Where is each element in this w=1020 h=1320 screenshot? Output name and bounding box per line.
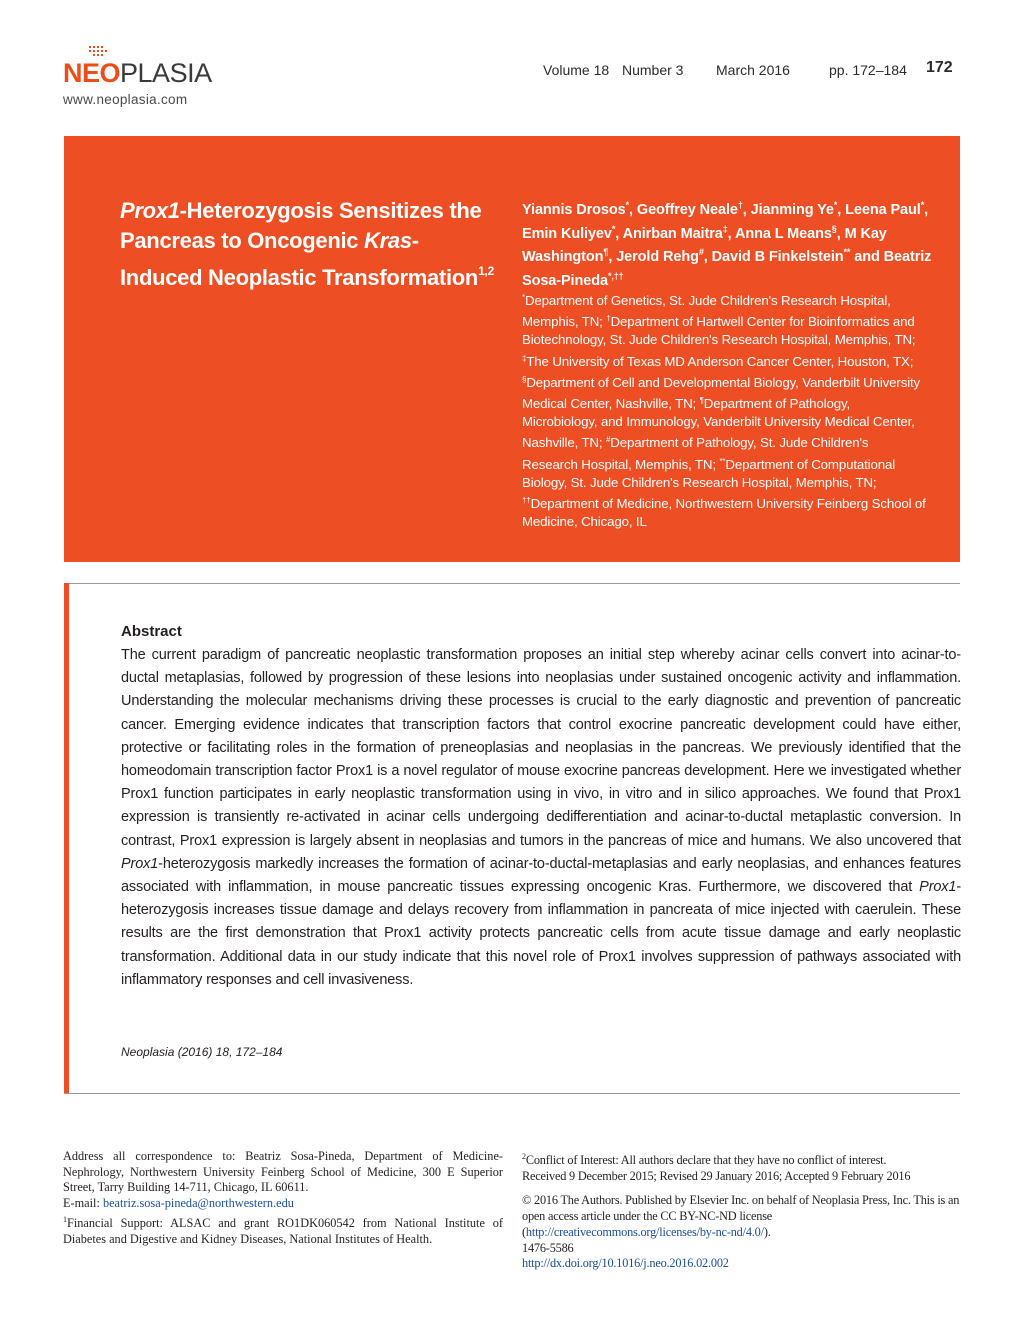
author-name: M Kay Washington [522, 225, 887, 265]
title-part2: -Induced Neoplastic Transformation [120, 228, 479, 290]
author-separator: and [850, 249, 884, 265]
conflict [522, 1149, 962, 1169]
affiliation-marker: # [605, 435, 611, 445]
abstract-top-rule [64, 583, 960, 584]
logo-dots-icon [89, 46, 109, 58]
affiliation-text: Department of Medicine, Northwestern University Feinberg School of Medicine, Chicago, IL [522, 496, 926, 530]
author-name: Anirban Maitra [622, 225, 723, 242]
author-name: David B Finkelstein [711, 249, 844, 265]
journal-logo[interactable] [63, 46, 223, 88]
affiliation-list [522, 289, 927, 531]
affiliation-text: Department of Pathology, Microbiology, and Immunology, Vanderbilt University Medical Center, Nashville, TN; [522, 396, 915, 451]
author-name: Beatriz Sosa-Pineda [522, 249, 932, 289]
author-name: Geoffrey Neale [636, 202, 738, 218]
abstract-body [121, 644, 961, 992]
author-affiliation-marker: † [737, 200, 743, 210]
author-name: Jerold Rehg [616, 249, 699, 265]
affiliation-text: Department of Computational Biology, St. Jude Children's Research Hospital, Memphis, TN; [522, 456, 896, 490]
title-footnote-marker: 1,2 [478, 264, 494, 278]
issue-number: Number 3 [622, 62, 684, 78]
author-name: Emin Kuliyev [522, 225, 612, 242]
affiliation-text: Department of Hartwell Center for Bioinformatics and Biotechnology, St. Jude Children's Research Hospital, Memphis, TN; [522, 314, 916, 348]
affiliation-marker: * [522, 293, 525, 302]
affiliation-text: The University of Texas MD Anderson Cancer Center, Houston, TX; [526, 353, 914, 369]
author-separator: , [742, 202, 751, 218]
footer-right [522, 1149, 962, 1272]
author-separator: , [703, 249, 712, 265]
author-affiliation-marker: § [831, 223, 837, 234]
copyright-end: ). [763, 1224, 771, 1239]
funding [63, 1212, 503, 1247]
author-separator: , [836, 225, 845, 242]
logo-ne: NE [63, 58, 100, 88]
affiliation-marker: ‡ [522, 353, 527, 363]
affiliation-marker: † [606, 314, 611, 324]
author-separator: , [608, 249, 617, 265]
conflict-marker: 2 [522, 1152, 526, 1161]
affiliation-text: Department of Genetics, St. Jude Children's Research Hospital, Memphis, TN; [522, 293, 891, 330]
copyright-text: © 2016 The Authors. Published by Elsevier Inc. on behalf of Neoplasia Press, Inc. This is an open access article under the CC BY-NC-ND license ( [522, 1193, 960, 1239]
email-line [63, 1196, 503, 1212]
author-name: Yiannis Drosos [522, 202, 626, 218]
logo-wordmark [63, 58, 212, 88]
footer-left [63, 1149, 503, 1247]
received-dates: Received 9 December 2015; Revised 29 January 2016; Accepted 9 February 2016 [522, 1168, 911, 1183]
title-part1: -Heterozygosis Sensitizes the Pancreas to Oncogenic [120, 198, 482, 253]
abstract-text-1: The current paradigm of pancreatic neoplastic transformation proposes an initial step whereby acinar cells convert into acinar-to-ductal metaplasias, followed by progression of these lesions into neoplasias under sustained oncogenic activity and inflammation. Understanding the molecular mechanisms driving these processes is crucial to the early diagnostic and prevention of pancreatic cancer. Emerging evidence indicates that transcription factors that control exocrine pancreatic development could have either, protective or facilitating roles in the formation of preneoplasias and neoplasias in the pancreas. We previously identified that the homeodomain transcription factor Prox1 is a novel regulator of mouse exocrine pancreas development. Here we investigated whether Prox1 function participates in early neoplastic transformation using in vivo, in vitro and in silico approaches. We found that Prox1 expression is transiently re-activated in acinar cells undergoing dedifferentiation and acinar-to-ductal metaplastic conversion. In contrast, Prox1 expression is largely absent in neoplasias and tumors in the pancreas of mice and humans. We also uncovered that [121, 647, 961, 849]
affiliation-marker: ¶ [699, 396, 704, 406]
page-number: 172 [926, 59, 953, 76]
title-gene: Prox1 [120, 198, 180, 223]
affiliation-marker: †† [522, 496, 531, 506]
author-affiliation-marker: *,†† [607, 270, 624, 281]
email-link[interactable]: beatriz.sosa-pineda@northwestern.edu [102, 1196, 294, 1211]
author-affiliation-marker: ** [843, 247, 851, 257]
author-name: Anna L Means [734, 225, 832, 242]
logo-plasia: PLASIA [120, 58, 212, 88]
abstract-text-2: -heterozygosis markedly increases the formation of acinar-to-ductal-metaplasias and early neoplasias, and enhances features associated with inflammation, in mouse pancreatic tissues expressing oncogenic Kras. Furthermore, we discovered that [121, 855, 961, 896]
author-separator: , [837, 202, 846, 218]
email-label: E-mail: [63, 1196, 103, 1211]
copyright [522, 1193, 962, 1240]
abstract-text-3: -heterozygosis increases tissue damage and delays recovery from inflammation in pancreata of mice injected with caerulein. These results are the first demonstration that Prox1 activity protects pancreatic cells from acute tissue damage and early neoplastic transformation. Additional data in our study indicate that this novel role of Prox1 involves suppression of pathways associated with inflammatory responses and cell invasiveness. [121, 879, 961, 988]
funding-text: Financial Support: ALSAC and grant RO1DK060542 from National Institute of Diabetes and Digestive and Kidney Diseases, National Institutes of Health. [63, 1215, 503, 1246]
funding-marker: 1 [63, 1214, 67, 1224]
author-separator: , [727, 225, 735, 242]
title-gene2: Kras [364, 228, 412, 253]
author-name: Jianming Ye [750, 202, 834, 218]
volume: Volume 18 [543, 62, 610, 78]
license-link[interactable]: http://creativecommons.org/licenses/by-nc-nd/4.0/ [525, 1224, 764, 1239]
affiliation-text: Department of Cell and Developmental Biology, Vanderbilt University Medical Center, Nashville, TN; [522, 374, 921, 412]
author-affiliation-marker: * [833, 200, 838, 210]
affiliation-marker: ** [719, 456, 726, 466]
abstract-gene-1: Prox1 [121, 855, 159, 872]
author-list [522, 196, 932, 290]
author-affiliation-marker: * [611, 223, 616, 234]
affiliation-marker: § [522, 374, 527, 384]
site-url-link[interactable]: www.neoplasia.com [63, 92, 188, 107]
issn: 1476-5586 [522, 1240, 574, 1255]
author-affiliation-marker: ¶ [603, 247, 609, 257]
author-separator: , [924, 202, 929, 218]
author-separator: , [615, 225, 623, 242]
doi-link[interactable]: http://dx.doi.org/10.1016/j.neo.2016.02.002 [522, 1256, 729, 1271]
logo-o: O [99, 58, 121, 88]
article-title [120, 196, 500, 293]
conflict-text: Conflict of Interest: All authors declare that they have no conflict of interest. [525, 1153, 887, 1167]
issue-date: March 2016 [716, 62, 790, 78]
author-affiliation-marker: * [920, 200, 925, 210]
abstract-bottom-rule [64, 1093, 960, 1094]
author-name: Leena Paul [845, 202, 921, 218]
citation: Neoplasia (2016) 18, 172–184 [121, 1045, 283, 1059]
author-affiliation-marker: # [698, 247, 704, 257]
affiliation-text: Department of Pathology, St. Jude Children's Research Hospital, Memphis, TN; [522, 435, 869, 472]
page-range: pp. 172–184 [829, 62, 907, 78]
author-separator: , [629, 202, 637, 218]
abstract-heading: Abstract [121, 623, 182, 640]
abstract-accent-bar [64, 583, 69, 1094]
author-affiliation-marker: ‡ [722, 223, 728, 234]
correspondence: Address all correspondence to: Beatriz Sosa-Pineda, Department of Medicine-Nephrology, Northwestern University Feinberg School of Medicine, 300 E Superior Street, Tarry Building 14-711, Chicago, IL 60611. [63, 1149, 503, 1195]
author-affiliation-marker: * [625, 200, 630, 210]
abstract-gene-2: Prox1 [919, 879, 957, 896]
